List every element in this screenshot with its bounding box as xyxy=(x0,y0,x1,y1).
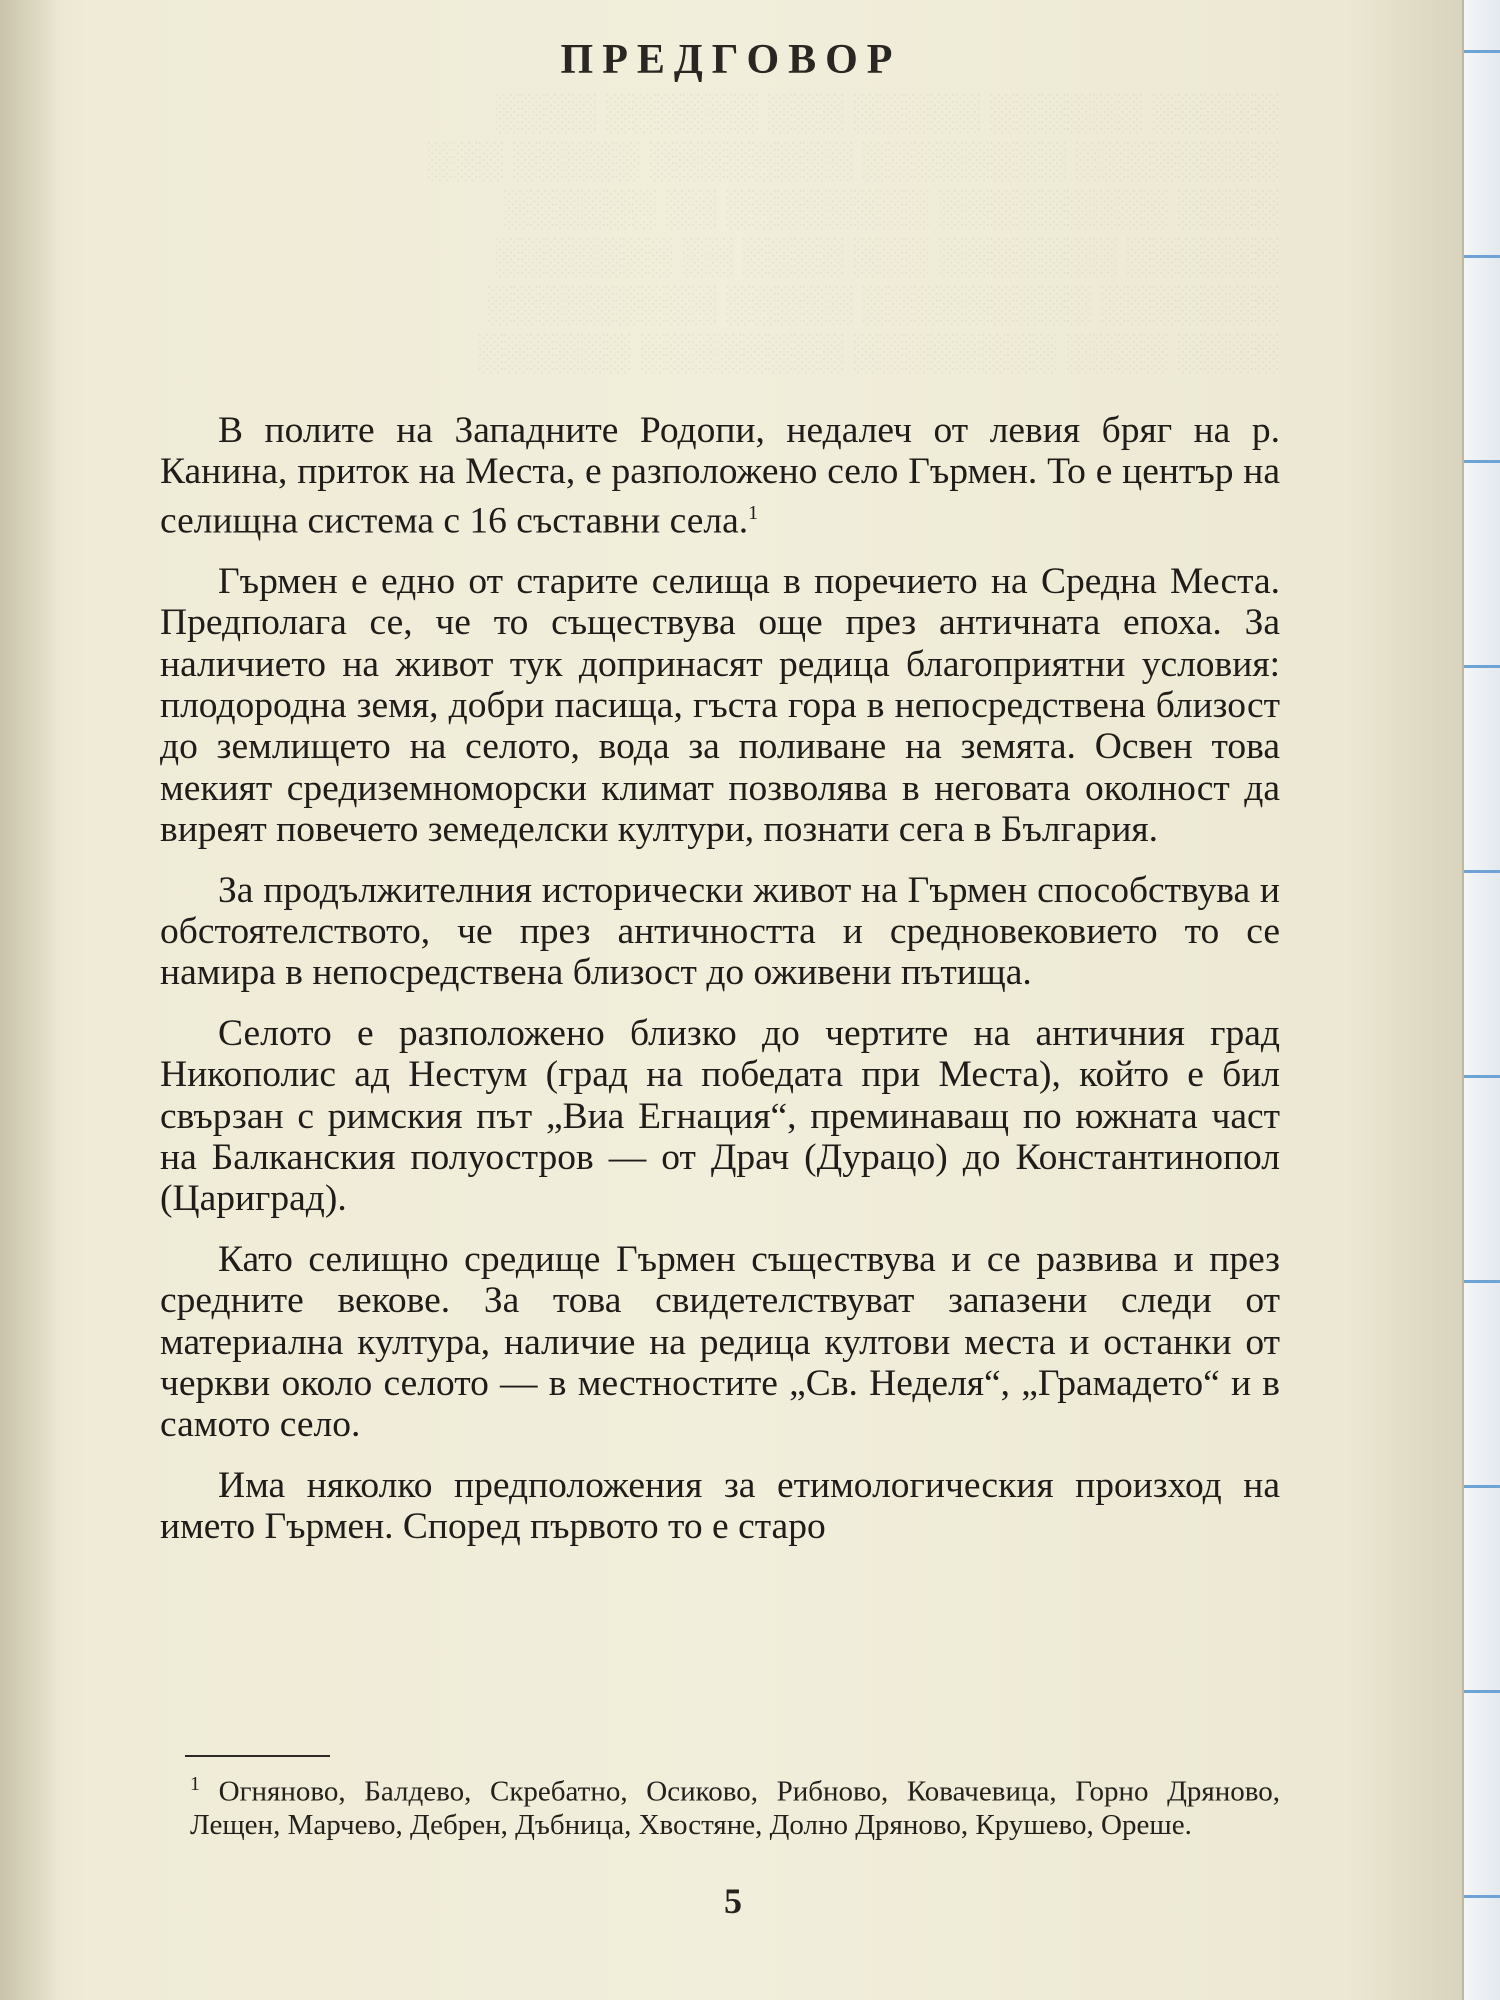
footnote-text: Огняново, Балдево, Скребатно, Осиково, Рибново, Ковачевица, Горно Дряново, Лещен, Марчево, Дебрен, Дъбница, Хвостяне, Долно Дряново, Крушево, Ореше. xyxy=(190,1775,1281,1841)
footnote-divider xyxy=(185,1755,330,1757)
grid-line xyxy=(1464,460,1500,463)
grid-line xyxy=(1464,255,1500,258)
grid-line xyxy=(1464,1690,1500,1693)
paragraph: За продължителния исторически живот на Гърмен способствува и обстоятелството, че през античността и средновековието то се намира в непосредствена близост до оживени пътища. xyxy=(160,869,1280,994)
grid-line xyxy=(1464,1895,1500,1898)
show-through-text: ░░░░░ ░░░░░░ ░░░░░ ░░░ ░░░░░░ ░░░░ ░░░░░░░░ ░░░░░░░░ ░░░░░░░░ ░░░░░ ░░░ ░░░░ ░░░░░░░░░ ░░░░░░░░ ░░ ░░░░░░ ░░░░░░ ░░░░░░░ ░░░ ░░░░ ░░ ░░░░░░░ ░░░░░░░ ░░░░░░░░░ ░░░░░ ░░░░░░░░░ ░░░░ ░░░░ ░░░░░░░░ ░░░░░░░░ ░░░░░░ xyxy=(427,92,1280,372)
page-title: ПРЕДГОВОР xyxy=(560,37,902,83)
grid-line xyxy=(1464,1280,1500,1283)
body-text xyxy=(160,410,1280,1567)
paragraph: Има няколко предположения за етимологическия произход на името Гърмен. Според първото то е старо xyxy=(160,1464,1280,1548)
page-number: 5 xyxy=(724,1881,742,1921)
grid-line xyxy=(1464,665,1500,668)
grid-line xyxy=(1464,50,1500,53)
grid-line xyxy=(1464,870,1500,873)
paragraph: Селото е разположено близко до чертите на античния град Никополис ад Нестум (град на победата при Места), който е бил свързан с римския път „Виа Егнация“, преминаващ по южната част на Балканския полуостров — от Драч (Дурацо) до Константинопол (Цариград). xyxy=(160,1012,1280,1220)
grid-line xyxy=(1464,1075,1500,1078)
paragraph: В полите на Западните Родопи, недалеч от левия бряг на р. Канина, приток на Места, е разположено село Гърмен. То е център на селищна система с 16 съставни села.$^1$ xyxy=(160,410,1280,542)
footnote-marker: 1 xyxy=(190,1773,200,1795)
graph-paper-edge xyxy=(1462,0,1500,2000)
grid-line xyxy=(1464,1485,1500,1488)
page-binding-shadow xyxy=(0,0,60,2000)
paragraph: Като селищно средище Гърмен съществува и се развива и през средните векове. За това свидетелствуват запазени следи от материална култура, наличие на редица култови места и останки от черкви около селото — в местностите „Св. Неделя“, „Грамадето“ и в самото село. xyxy=(160,1238,1280,1446)
footnote xyxy=(190,1768,1280,1842)
paragraph: Гърмен е едно от старите селища в поречието на Средна Места. Предполага се, че то съществува още през античната епоха. За наличието на живот тук допринасят редица благоприятни условия: плодородна земя, добри пасища, гъста гора в непосредствена близост до землището на селото, вода за поливане на земята. Освен това мекият средиземноморски климат позволява в неговата околност да виреят повечето земеделски култури, познати сега в България. xyxy=(160,560,1280,851)
footnote-reference: 1 xyxy=(748,501,759,524)
